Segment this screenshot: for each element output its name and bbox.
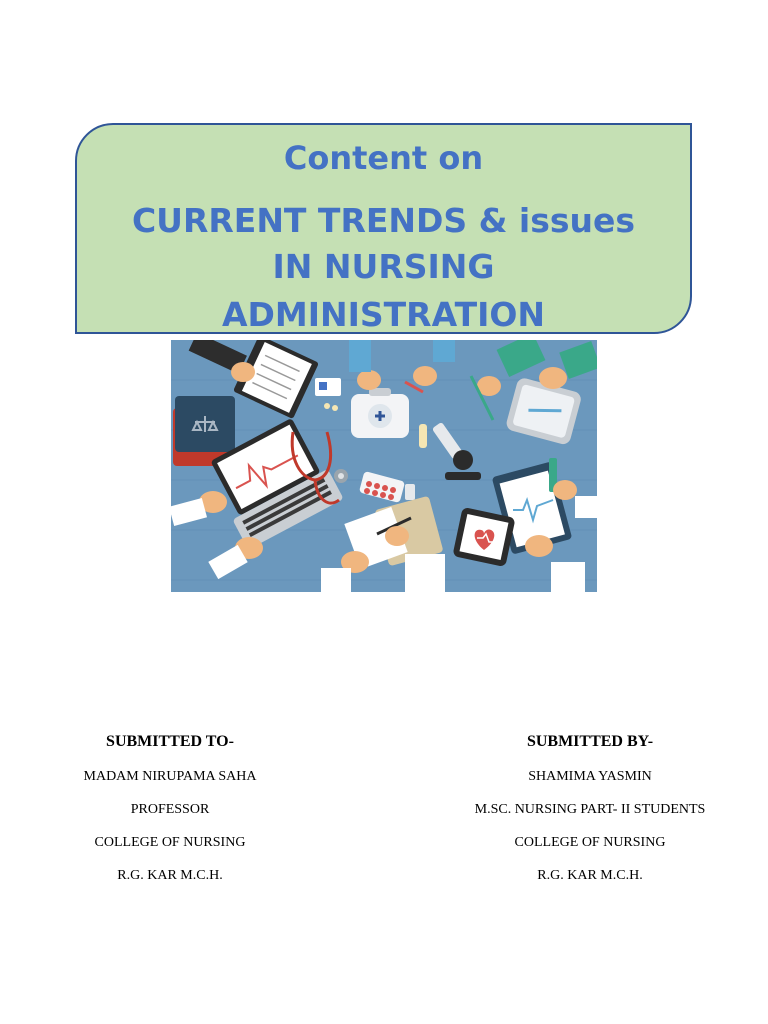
healthcare-illustration — [171, 340, 597, 592]
title-box — [75, 123, 692, 334]
title-line-in-nursing: IN NURSING — [272, 247, 495, 286]
submitted-to-section — [0, 730, 340, 892]
submitted-to-title: PROFESSOR — [130, 802, 210, 817]
submitted-by-college: COLLEGE OF NURSING — [514, 835, 666, 850]
title-line-content-on: Content on — [283, 139, 484, 177]
submitted-to-hospital: R.G. KAR M.C.H. — [117, 868, 223, 883]
submitted-by-hospital: R.G. KAR M.C.H. — [537, 868, 643, 883]
title-line-administration: ADMINISTRATION — [221, 295, 546, 334]
submitted-to-name: MADAM NIRUPAMA SAHA — [83, 769, 257, 784]
submitted-to-heading: SUBMITTED TO- — [106, 733, 234, 750]
submitted-by-name: SHAMIMA YASMIN — [528, 769, 652, 784]
submitted-by-heading: SUBMITTED BY- — [526, 733, 654, 750]
submitted-by-title: M.SC. NURSING PART- II STUDENTS — [474, 802, 706, 817]
title-line-current-trends: CURRENT TRENDS & issues — [131, 201, 636, 240]
submitted-to-college: COLLEGE OF NURSING — [94, 835, 246, 850]
submitted-by-section — [420, 730, 760, 892]
